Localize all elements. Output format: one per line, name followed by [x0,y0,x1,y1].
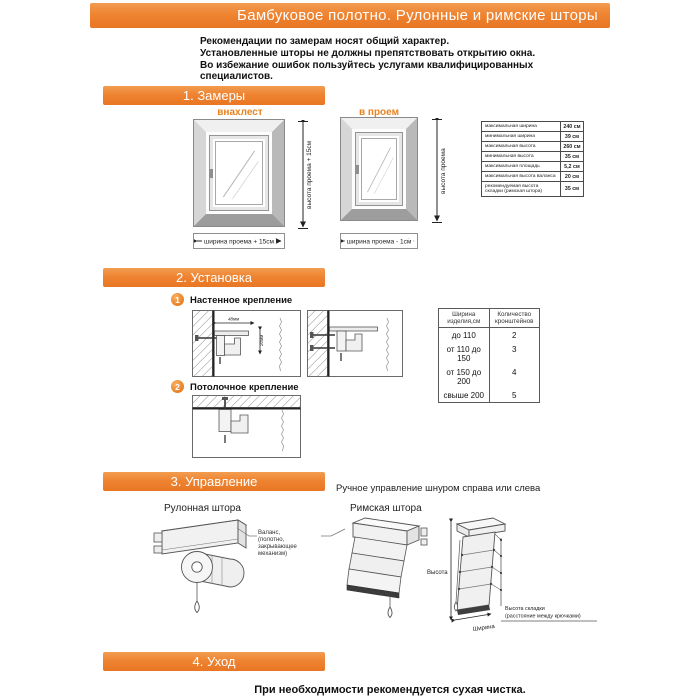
table-row [482,132,583,142]
limit-label: максимальная высота валанса [485,174,556,179]
table-row [482,142,583,152]
width-dimension-label: Ширина [472,623,496,633]
glass-reflection [216,142,262,204]
cord-pull [388,607,392,618]
screw-head [195,335,199,341]
table-row [439,328,539,342]
window-glass [215,141,263,205]
valance-line: (полотно, закрывающее [258,537,297,550]
roman-shade-label: Римская штора [350,503,422,514]
limit-label: максимальная высота [485,144,536,149]
page-title-banner [90,3,610,28]
limit-value: 35 см [560,152,583,161]
page-title: Бамбуковое полотно. Рулонные и римские шторы [237,7,598,24]
brackets-count-table [438,308,540,403]
roller-shade-label: Рулонная штора [164,503,241,514]
screw-head [222,397,228,400]
window-sash [356,133,402,205]
height-dimension-label: Высота [427,570,448,576]
section3-banner [103,472,325,491]
overlap-label: внахлест [217,107,263,118]
bracket-qty: 5 [512,390,517,400]
limit-value: 260 см [560,142,583,151]
height-dimension-label-overlap: высота проема + 15см [306,140,313,210]
glass-reflection [362,139,396,199]
wall-mount-diagram-2 [307,310,404,378]
width-dimension-line [455,614,491,620]
section4-banner [103,652,325,671]
roman-shade-dimensions-diagram [425,510,610,642]
col-qty-header: Количество кронштейнов [495,311,534,325]
intro-line: Во избежание ошибок пользуйтесь услугами квалифицированных [200,59,534,71]
fold-height-label-line2: (расстояние между крючками) [505,613,581,620]
section1-title: 1. Замеры [182,88,246,103]
bracket-qty: 4 [512,367,517,377]
limit-value: 5,2 см [560,162,583,171]
inset-label: в проем [358,107,399,118]
bracket-qty: 3 [512,344,517,354]
valance-line: механизм) [258,551,288,557]
table-row [439,342,539,365]
screw-head [310,332,314,338]
limit-label: максимальная площадь [485,164,540,169]
section4-title: 4. Уход [192,654,236,669]
valance-annotation [258,530,320,558]
section1-banner [103,86,325,105]
bracket-tab [154,533,162,542]
wall-mount-diagram-1 [192,310,302,378]
intro-line: специалистов. [200,71,273,83]
window-handle [209,169,213,178]
screw-head [310,345,314,351]
dimension-48mm: 48мм [228,316,240,322]
care-instruction-text: При необходимости рекомендуется сухая чистка. [254,684,526,696]
limit-value: 35 см [560,182,583,196]
item2-number-badge: 2 [171,380,184,393]
limit-value: 240 см [560,122,583,131]
limit-label: минимальная ширина [485,134,535,139]
window-sash [210,136,268,210]
size-limits-table [481,121,584,197]
window-handle [355,165,359,174]
cord-pull [454,602,457,611]
manual-control-note: Ручное управление шнуром справа или слева [336,483,541,494]
bracket-plate [330,327,378,331]
roman-shade-diagram [345,515,435,620]
width-dimension-inset [340,233,418,249]
section2-banner [103,268,325,287]
bracket-qty: 2 [512,330,517,340]
section3-title: 3. Управление [170,474,258,489]
bracket-body [337,331,346,351]
limit-label: минимальная высота [485,154,534,159]
width-range: от 150 до 200 [439,365,490,388]
bracket-body [217,336,225,356]
shade-panel [457,532,495,610]
ceiling-mount-diagram [192,395,302,459]
table-header-row [439,309,539,328]
table-row [439,388,539,402]
dimension-20mm: 20мм [259,334,264,346]
valance-line: Валанс, [258,530,281,536]
intro-line: Рекомендации по замерам носят общий характер. [200,36,450,47]
intro-paragraph [200,36,535,83]
table-row [482,172,583,182]
limit-label: рекомендуемая высота складки (римская штора) [485,184,543,194]
item1-number-badge: 1 [171,293,184,306]
table-row [439,365,539,388]
table-row [482,182,583,196]
width-dimension-label-overlap: ширина проема + 15см [204,238,274,246]
bracket-body [219,410,231,432]
table-row [482,122,583,132]
limit-value: 20 см [560,172,583,181]
width-range: свыше 200 [439,388,490,402]
bracket-tab [154,546,162,553]
section2-title: 2. Установка [176,270,252,285]
intro-line: Установленные шторы не должны препятствовать открытию окна. [200,47,536,59]
limit-value: 39 см [560,132,583,141]
window-diagram-inset [341,118,417,220]
width-range: от 110 до 150 [439,342,490,365]
table-row [482,152,583,162]
cord-pull [195,601,200,613]
limit-label: максимальная ширина [485,124,537,129]
width-dimension-label-inset: ширина проема - 1см [346,238,412,246]
height-dimension-label-inset: высота проема [440,148,447,194]
ceiling-mount-label: Потолочное крепление [190,382,299,393]
fold-height-label-line1: Высота складки [505,606,545,612]
width-dimension-overlap [193,233,285,249]
bracket-plate [215,331,249,336]
width-range: до 110 [439,328,490,342]
window-diagram-overlap [194,120,284,226]
col-width-header: Ширина изделия,см [439,309,490,327]
table-row [482,162,583,172]
window-glass [361,138,397,200]
wall-mount-label: Настенное крепление [190,295,293,306]
